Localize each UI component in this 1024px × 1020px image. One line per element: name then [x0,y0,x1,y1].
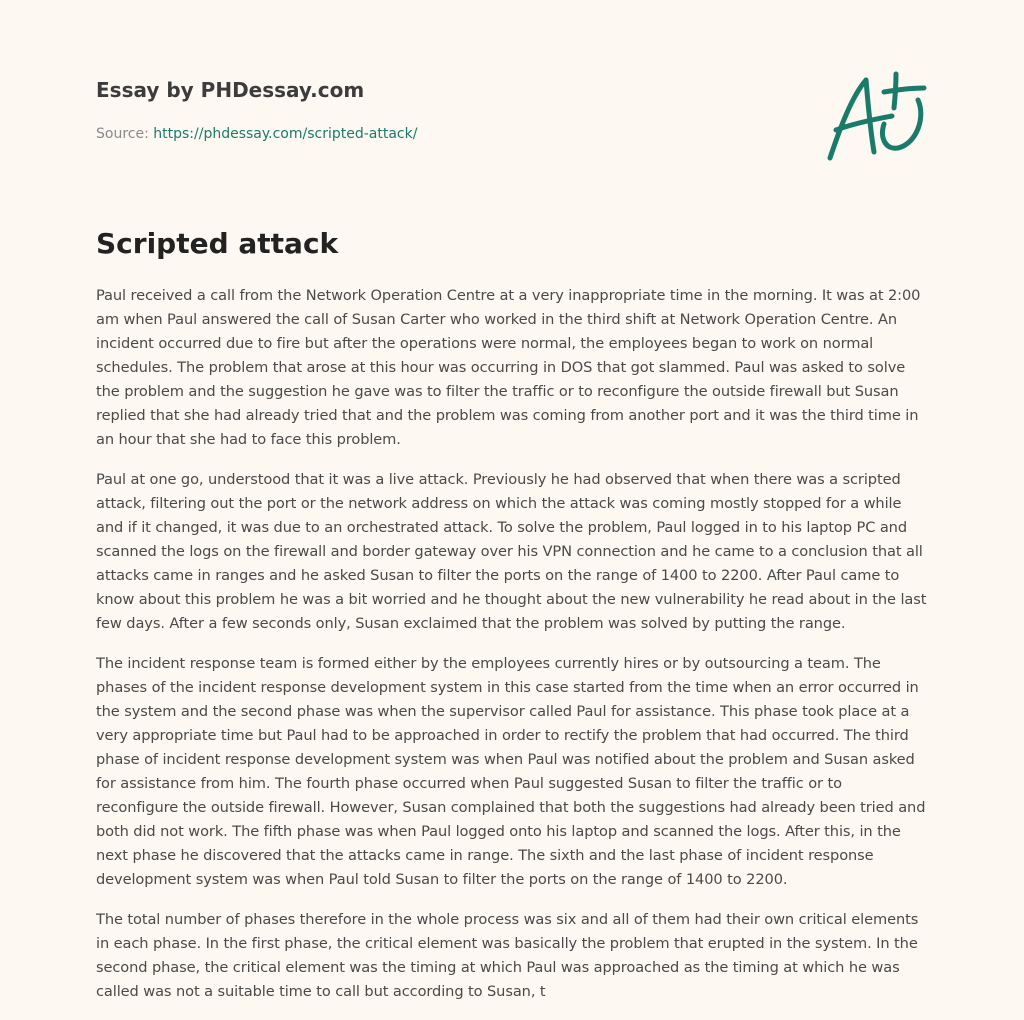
paragraph: Paul at one go, understood that it was a live attack. Previously he had observed that when there was a scripted attack, filtering out the port or the network address on which the attack was coming mostly stopped for a while and if it changed, it was due to an orchestrated attack. To solve the problem, Paul logged in to his laptop PC and scanned the logs on the firewall and border gateway over his VPN connection and he came to a conclusion that all attacks came in ranges and he asked Susan to filter the ports on the range of 1400 to 2200. After Paul came to know about this problem he was a bit worried and he thought about the new vulnerability he read about in the last few days. After a few seconds only, Susan exclaimed that the problem was solved by putting the range. [96,471,927,632]
article-title: Scripted attack [96,227,339,260]
source-line [96,124,796,144]
site-brand: Essay by PHDessay.com [96,78,365,102]
source-label: Source: [96,126,149,142]
paragraph: The total number of phases therefore in the whole process was six and all of them had their own critical elements in each phase. In the first phase, the critical element was basically the problem that erupted in the system. In the second phase, the critical element was the timing at which Paul was approached as the timing at which he was called was not a suitable time to call but according to Susan, t [96,911,919,1000]
a-plus-grade-icon [822,66,930,166]
paragraph: Paul received a call from the Network Operation Centre at a very inappropriate time in the morning. It was at 2:00 am when Paul answered the call of Susan Carter who worked in the third shift at Network Operation Centre. An incident occurred due to fire but after the operations were normal, the employees began to work on normal schedules. The problem that arose at this hour was occurring in DOS that got slammed. Paul was asked to solve the problem and the suggestion he gave was to filter the traffic or to reconfigure the outside firewall but Susan replied that she had already tried that and the problem was coming from another port and it was the third time in an hour that she had to face this problem. [96,287,921,448]
source-link[interactable]: https://phdessay.com/scripted-attack/ [153,126,418,142]
article-body [96,284,928,1020]
page-header [96,76,796,144]
paragraph: The incident response team is formed either by the employees currently hires or by outsourcing a team. The phases of the incident response development system in this case started from the time when an error occurred in the system and the second phase was when the supervisor called Paul for assistance. This phase took place at a very appropriate time but Paul had to be approached in order to rectify the problem that had occurred. The third phase of incident response development system was when Paul was notified about the problem and Susan asked for assistance from him. The fourth phase occurred when Paul suggested Susan to filter the traffic or to reconfigure the outside firewall. However, Susan complained that both the suggestions had already been tried and both did not work. The fifth phase was when Paul logged onto his laptop and scanned the logs. After this, in the next phase he discovered that the attacks came in range. The sixth and the last phase of incident response development system was when Paul told Susan to filter the ports on the range of 1400 to 2200. [96,655,926,888]
